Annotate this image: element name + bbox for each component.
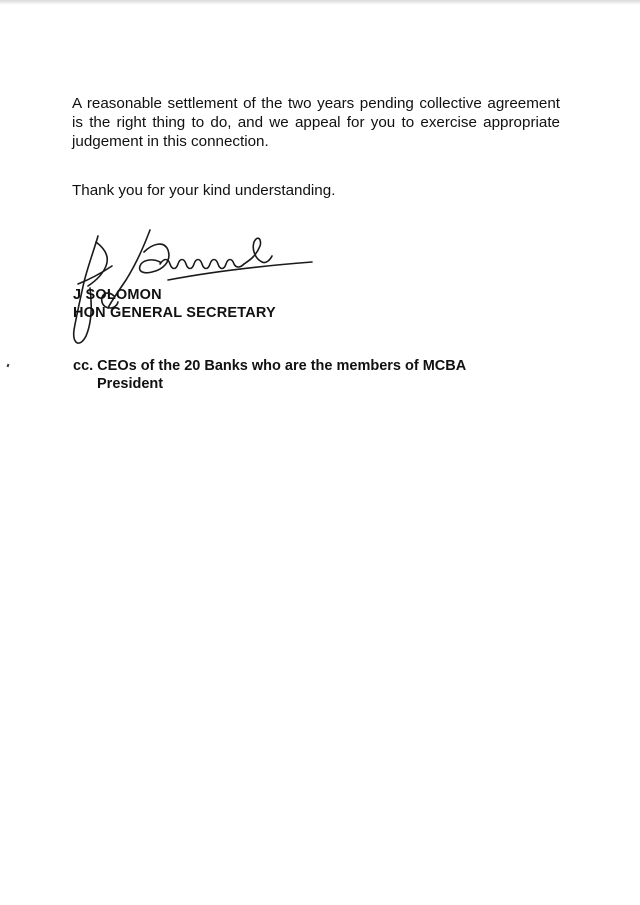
signatory-name: J SOLOMON — [73, 287, 162, 303]
cc-president-line: President — [97, 376, 164, 392]
body-paragraph-settlement: A reasonable settlement of the two years pending collective agreement is the right thing to do, and we appeal for you to exercise appropriate judgement in this connection. — [72, 95, 560, 150]
signatory-title: HON GENERAL SECRETARY — [73, 305, 276, 321]
scan-speck — [7, 364, 10, 368]
page-top-edge — [0, 0, 640, 5]
body-paragraph-thanks: Thank you for your kind understanding. — [72, 182, 336, 199]
cc-recipients-line: cc. CEOs of the 20 Banks who are the members of MCBA — [73, 358, 467, 374]
